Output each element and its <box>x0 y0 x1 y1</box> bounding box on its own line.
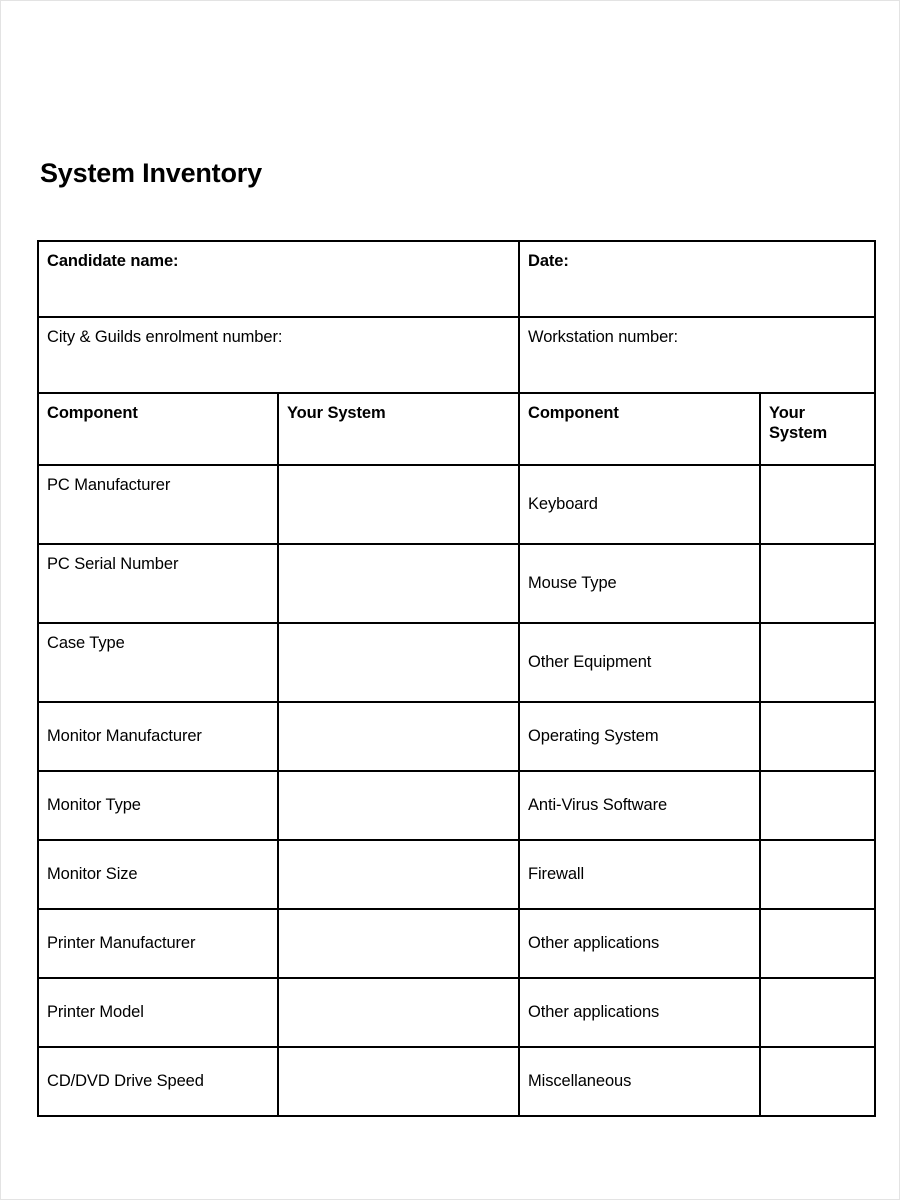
component-label: Case Type <box>38 623 278 702</box>
enrolment-workstation-row <box>38 317 875 393</box>
table-row <box>38 465 875 544</box>
your-system-field[interactable] <box>760 623 875 702</box>
component-label: Anti-Virus Software <box>519 771 760 840</box>
system-inventory-table <box>37 240 876 1117</box>
candidate-date-row <box>38 241 875 317</box>
your-system-field[interactable] <box>278 909 519 978</box>
workstation-number-label: Workstation number: <box>519 317 875 393</box>
your-system-field[interactable] <box>760 909 875 978</box>
table-row <box>38 771 875 840</box>
header-your-system-left: Your System <box>278 393 519 465</box>
table-row <box>38 909 875 978</box>
component-label: Monitor Size <box>38 840 278 909</box>
component-label: Printer Manufacturer <box>38 909 278 978</box>
your-system-field[interactable] <box>278 1047 519 1116</box>
component-label: Printer Model <box>38 978 278 1047</box>
your-system-field[interactable] <box>278 840 519 909</box>
page-title: System Inventory <box>40 158 262 188</box>
your-system-field[interactable] <box>278 702 519 771</box>
your-system-field[interactable] <box>760 1047 875 1116</box>
component-label: Other Equipment <box>519 623 760 702</box>
table-row <box>38 544 875 623</box>
enrolment-number-label: City & Guilds enrolment number: <box>38 317 519 393</box>
component-label: Monitor Type <box>38 771 278 840</box>
your-system-field[interactable] <box>760 702 875 771</box>
component-label: Keyboard <box>519 465 760 544</box>
component-label: Other applications <box>519 909 760 978</box>
table-row <box>38 978 875 1047</box>
your-system-field[interactable] <box>278 978 519 1047</box>
your-system-field[interactable] <box>278 544 519 623</box>
your-system-field[interactable] <box>760 840 875 909</box>
candidate-name-label: Candidate name: <box>38 241 519 317</box>
component-label: PC Serial Number <box>38 544 278 623</box>
your-system-field[interactable] <box>760 544 875 623</box>
your-system-field[interactable] <box>760 978 875 1047</box>
table-header-row <box>38 393 875 465</box>
component-label: CD/DVD Drive Speed <box>38 1047 278 1116</box>
component-label: Mouse Type <box>519 544 760 623</box>
table-row <box>38 1047 875 1116</box>
header-component-right: Component <box>519 393 760 465</box>
your-system-field[interactable] <box>760 465 875 544</box>
your-system-field[interactable] <box>760 771 875 840</box>
table-row <box>38 702 875 771</box>
header-your-system-right: Your System <box>760 393 875 465</box>
your-system-field[interactable] <box>278 465 519 544</box>
component-label: Operating System <box>519 702 760 771</box>
table-row <box>38 840 875 909</box>
component-label: PC Manufacturer <box>38 465 278 544</box>
date-label: Date: <box>519 241 875 317</box>
component-label: Other applications <box>519 978 760 1047</box>
your-system-field[interactable] <box>278 771 519 840</box>
table-row <box>38 623 875 702</box>
component-label: Firewall <box>519 840 760 909</box>
header-component-left: Component <box>38 393 278 465</box>
component-label: Miscellaneous <box>519 1047 760 1116</box>
component-label: Monitor Manufacturer <box>38 702 278 771</box>
your-system-field[interactable] <box>278 623 519 702</box>
